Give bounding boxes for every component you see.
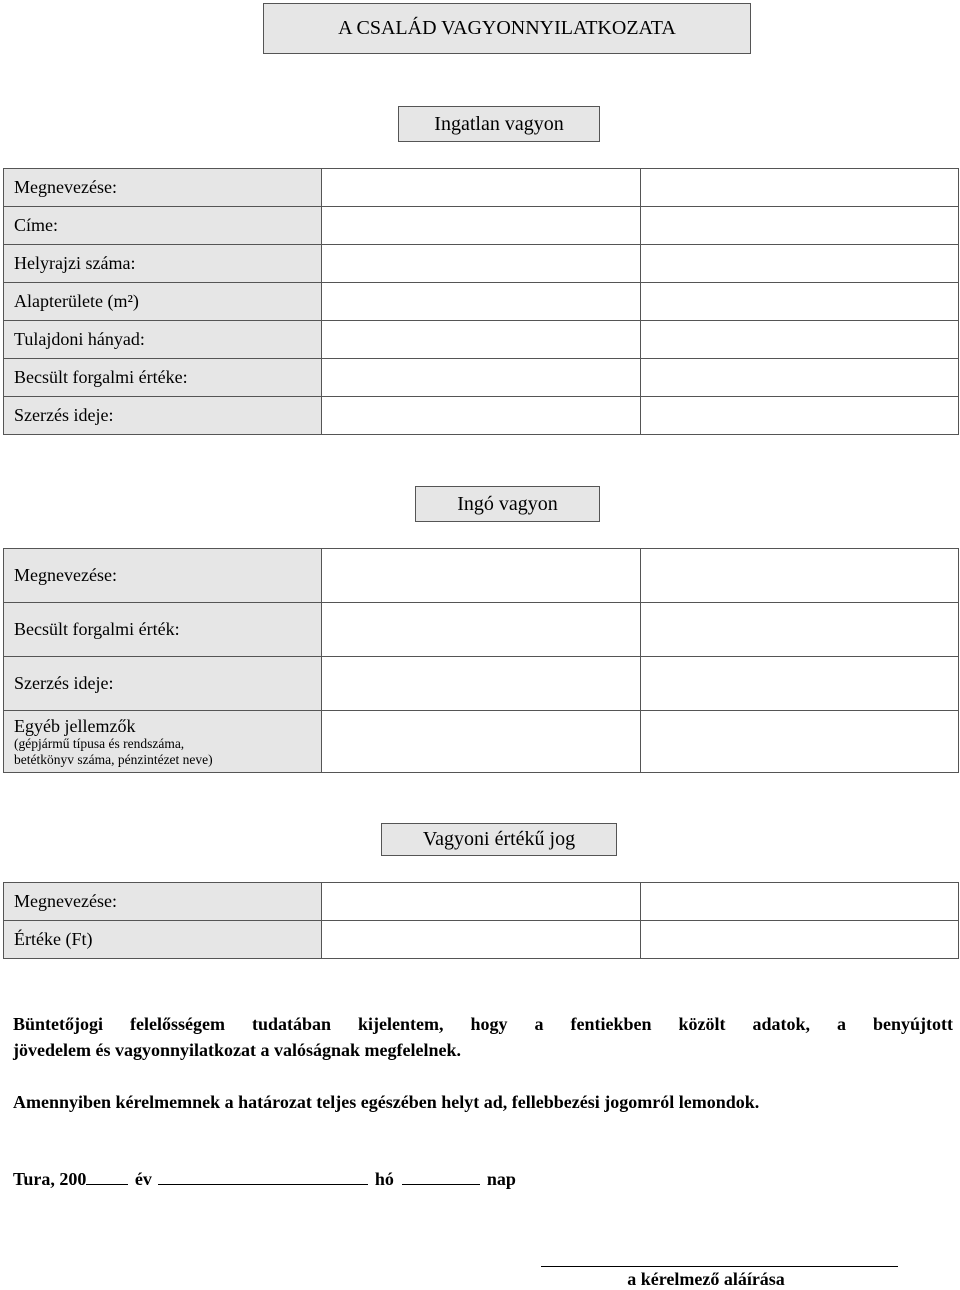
value-field[interactable] <box>322 711 641 773</box>
value-field[interactable] <box>322 883 641 921</box>
value-field[interactable] <box>641 207 959 245</box>
value-field[interactable] <box>641 657 959 711</box>
table-row <box>4 397 959 435</box>
row-label: Alapterülete (m²) <box>4 283 322 321</box>
ev-label: év <box>134 1169 152 1189</box>
row-label: Helyrajzi száma: <box>4 245 322 283</box>
section-heading-ingatlan: Ingatlan vagyon <box>398 106 600 142</box>
value-field[interactable] <box>322 207 641 245</box>
waiver-text: Amennyiben kérelmemnek a határozat teljes egészében helyt ad, fellebbezési jogomról lemondok. <box>13 1092 760 1112</box>
row-label: Megnevezése: <box>4 549 322 603</box>
value-field[interactable] <box>322 321 641 359</box>
row-label: Megnevezése: <box>4 883 322 921</box>
table-row <box>4 711 959 773</box>
month-blank[interactable] <box>158 1183 368 1185</box>
row-label: Értéke (Ft) <box>4 921 322 959</box>
value-field[interactable] <box>322 657 641 711</box>
value-field[interactable] <box>641 921 959 959</box>
value-field[interactable] <box>641 359 959 397</box>
signature-line[interactable] <box>541 1266 898 1267</box>
row-label: Megnevezése: <box>4 169 322 207</box>
table-row <box>4 321 959 359</box>
nap-label: nap <box>486 1169 516 1189</box>
table-row <box>4 921 959 959</box>
declaration-line-2: jövedelem és vagyonnyilatkozat a valóságnak megfelelnek. <box>13 1040 461 1060</box>
value-field[interactable] <box>641 169 959 207</box>
section-heading-ingo: Ingó vagyon <box>415 486 600 522</box>
day-blank[interactable] <box>402 1183 480 1185</box>
value-field[interactable] <box>322 921 641 959</box>
declaration-line-1: Büntetőjogi felelősségem tudatában kijelentem, hogy a fentiekben közölt adatok, a benyújtott <box>13 1014 953 1034</box>
egyeb-note-2: betétkönyv száma, pénzintézet neve) <box>14 751 213 767</box>
section-heading-jog: Vagyoni értékű jog <box>381 823 617 856</box>
year-blank[interactable] <box>86 1183 128 1185</box>
table-row <box>4 549 959 603</box>
ingo-table <box>3 548 959 773</box>
value-field[interactable] <box>322 245 641 283</box>
table-row <box>4 883 959 921</box>
value-field[interactable] <box>322 549 641 603</box>
value-field[interactable] <box>641 283 959 321</box>
egyeb-label: Egyéb jellemzők <box>14 715 136 736</box>
row-label: Tulajdoni hányad: <box>4 321 322 359</box>
value-field[interactable] <box>322 397 641 435</box>
signature-label: a kérelmező aláírása <box>627 1269 785 1289</box>
row-label: Becsült forgalmi értéke: <box>4 359 322 397</box>
table-row <box>4 245 959 283</box>
table-row <box>4 359 959 397</box>
ingatlan-table <box>3 168 959 435</box>
value-field[interactable] <box>322 169 641 207</box>
table-row <box>4 657 959 711</box>
row-label: Becsült forgalmi érték: <box>4 603 322 657</box>
value-field[interactable] <box>641 549 959 603</box>
value-field[interactable] <box>641 321 959 359</box>
value-field[interactable] <box>322 603 641 657</box>
value-field[interactable] <box>322 283 641 321</box>
page-title-text: A CSALÁD VAGYONNYILATKOZATA <box>338 17 676 39</box>
place-year: Tura, 200 <box>13 1169 87 1189</box>
page-title <box>263 3 751 54</box>
table-row <box>4 603 959 657</box>
row-label-egyeb <box>4 711 322 773</box>
value-field[interactable] <box>322 359 641 397</box>
table-row <box>4 283 959 321</box>
date-line <box>13 1166 953 1192</box>
row-label: Szerzés ideje: <box>4 397 322 435</box>
egyeb-note-1: (gépjármű típusa és rendszáma, <box>14 735 185 751</box>
row-label: Szerzés ideje: <box>4 657 322 711</box>
table-row <box>4 169 959 207</box>
value-field[interactable] <box>641 883 959 921</box>
value-field[interactable] <box>641 245 959 283</box>
row-label: Címe: <box>4 207 322 245</box>
ho-label: hó <box>374 1169 394 1189</box>
jog-table <box>3 882 959 959</box>
value-field[interactable] <box>641 397 959 435</box>
table-row <box>4 207 959 245</box>
value-field[interactable] <box>641 603 959 657</box>
value-field[interactable] <box>641 711 959 773</box>
